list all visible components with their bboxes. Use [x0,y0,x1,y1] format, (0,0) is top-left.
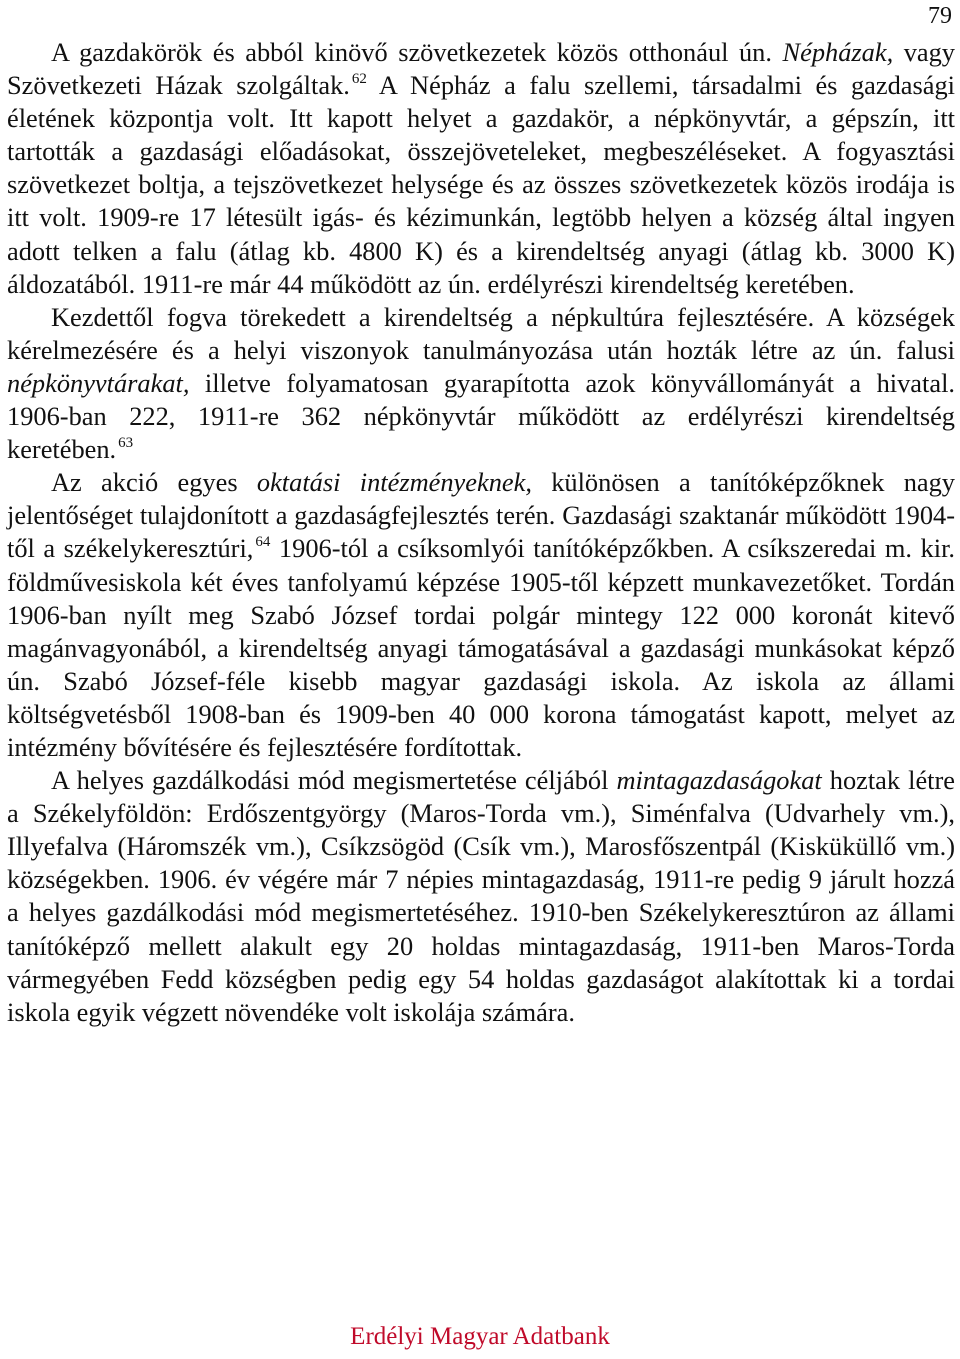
footnote-ref: 64 [255,534,271,551]
footer-watermark: Erdélyi Magyar Adatbank [350,1323,610,1350]
text-run: különösen a tanítóképzőknek nagy jelentőséget tulajdonított a gazdaságfejlesztés terén. Gazdasági szaktanár működött 1904-től a székelykeresztúri, [7,467,955,564]
page-number: 79 [928,3,952,29]
text-run: hoztak létre a Székelyföldön: Erdőszentgyörgy (Maros-Torda vm.), Siménfalva (Udvarhely vm.), Illyefalva (Háromszék vm.), Csíkzsögöd (Csík vm.), Marosfőszentpál (Kisküküllő vm.) községekben. 1906. év végére már 7 népies mintagazdaság, 1911-re pedig 9 járult hozzá a helyes gazdálkodási mód megismertetéséhez. 1910-ben Székelykeresztúron az állami tanítóképző mellett alakult egy 20 holdas mintagazdaság, 1911-ben Maros-Torda vármegyében Fedd községben pedig egy 54 holdas gazdaságot alakítottak ki a tordai iskola egyik végzett növendéke volt iskolája számára. [7,765,955,1027]
paragraph-oktatasi-intezmenyek [7,466,955,764]
footnote-ref: 62 [351,71,367,88]
text-run: Az akció egyes [51,467,257,498]
text-run: Kezdettől fogva törekedett a kirendeltség a népkultúra fejlesztésére. A községek kérelmezésére és a helyi viszonyok tanulmányozása után hozták létre az ún. falusi [7,301,955,365]
text-run: illetve folyamatosan gyarapította azok könyvállományát a hivatal. 1906-ban 222, 1911-re 362 népkönyvtár működött az erdélyrészi kirendeltség keretében. [7,367,955,465]
emphasized-term: Népházak, [782,37,894,67]
footnote-ref: 63 [118,435,134,452]
text-run: 1906-tól a csíksomlyói tanítóképzőkben. A csíkszeredai m. kir. földművesiskola két éves tanfolyamú képzése 1905-től képzett munkavezetőket. Tordán 1906-ban nyílt meg Szabó József tordai polgár mintegy 122 000 koronát kitevő magánvagyonából, a kirendeltség anyagi támogatásával a gazdasági munkásokat képző ún. Szabó József-féle kisebb magyar gazdasági iskola. Az iskola az állami költségvetésből 1908-ban és 1909-ben 40 000 korona támogatást kapott, melyet az intézmény bővítésére és fejlesztésére fordítottak. [7,533,956,762]
emphasized-term: oktatási intézményeknek, [256,467,532,498]
emphasized-term: népkönyvtárakat, [7,367,190,398]
text-run: A Népház a falu szellemi, társadalmi és gazdasági életének központja volt. Itt kapott helyet a gazdakör, a népkönyvtár, a gépszín, itt tartották a gazdasági előadásokat, összejöveteleket, megbeszéléseket. A fogyasztási szövetkezet boltja, a tejszövetkezet helysége és az összes szövetkezetek közös irodája is itt volt. 1909-re 17 létesült igás- és kézimunkán, legtöbb helyen a község által ingyen adott telken a falu (átlag kb. 4800 K) és a kirendeltség anyagi (átlag kb. 3000 K) áldozatából. 1911-re már 44 működött az ún. erdélyrészi kirendeltség keretében. [7,70,955,299]
document-body [7,36,955,1029]
paragraph-nepkonyvtar [7,301,955,466]
emphasized-term: mintagazdaságokat [616,765,822,796]
text-run: A gazdakörök és abból kinövő szövetkezetek közös otthonául ún. [51,37,783,67]
paragraph-nephazak [7,36,955,301]
text-run: A helyes gazdálkodási mód megismertetése céljából [51,765,617,796]
text-run: vagy Szövetkezeti Házak szolgáltak. [7,37,956,101]
paragraph-mintagazdasagok [7,764,955,1029]
